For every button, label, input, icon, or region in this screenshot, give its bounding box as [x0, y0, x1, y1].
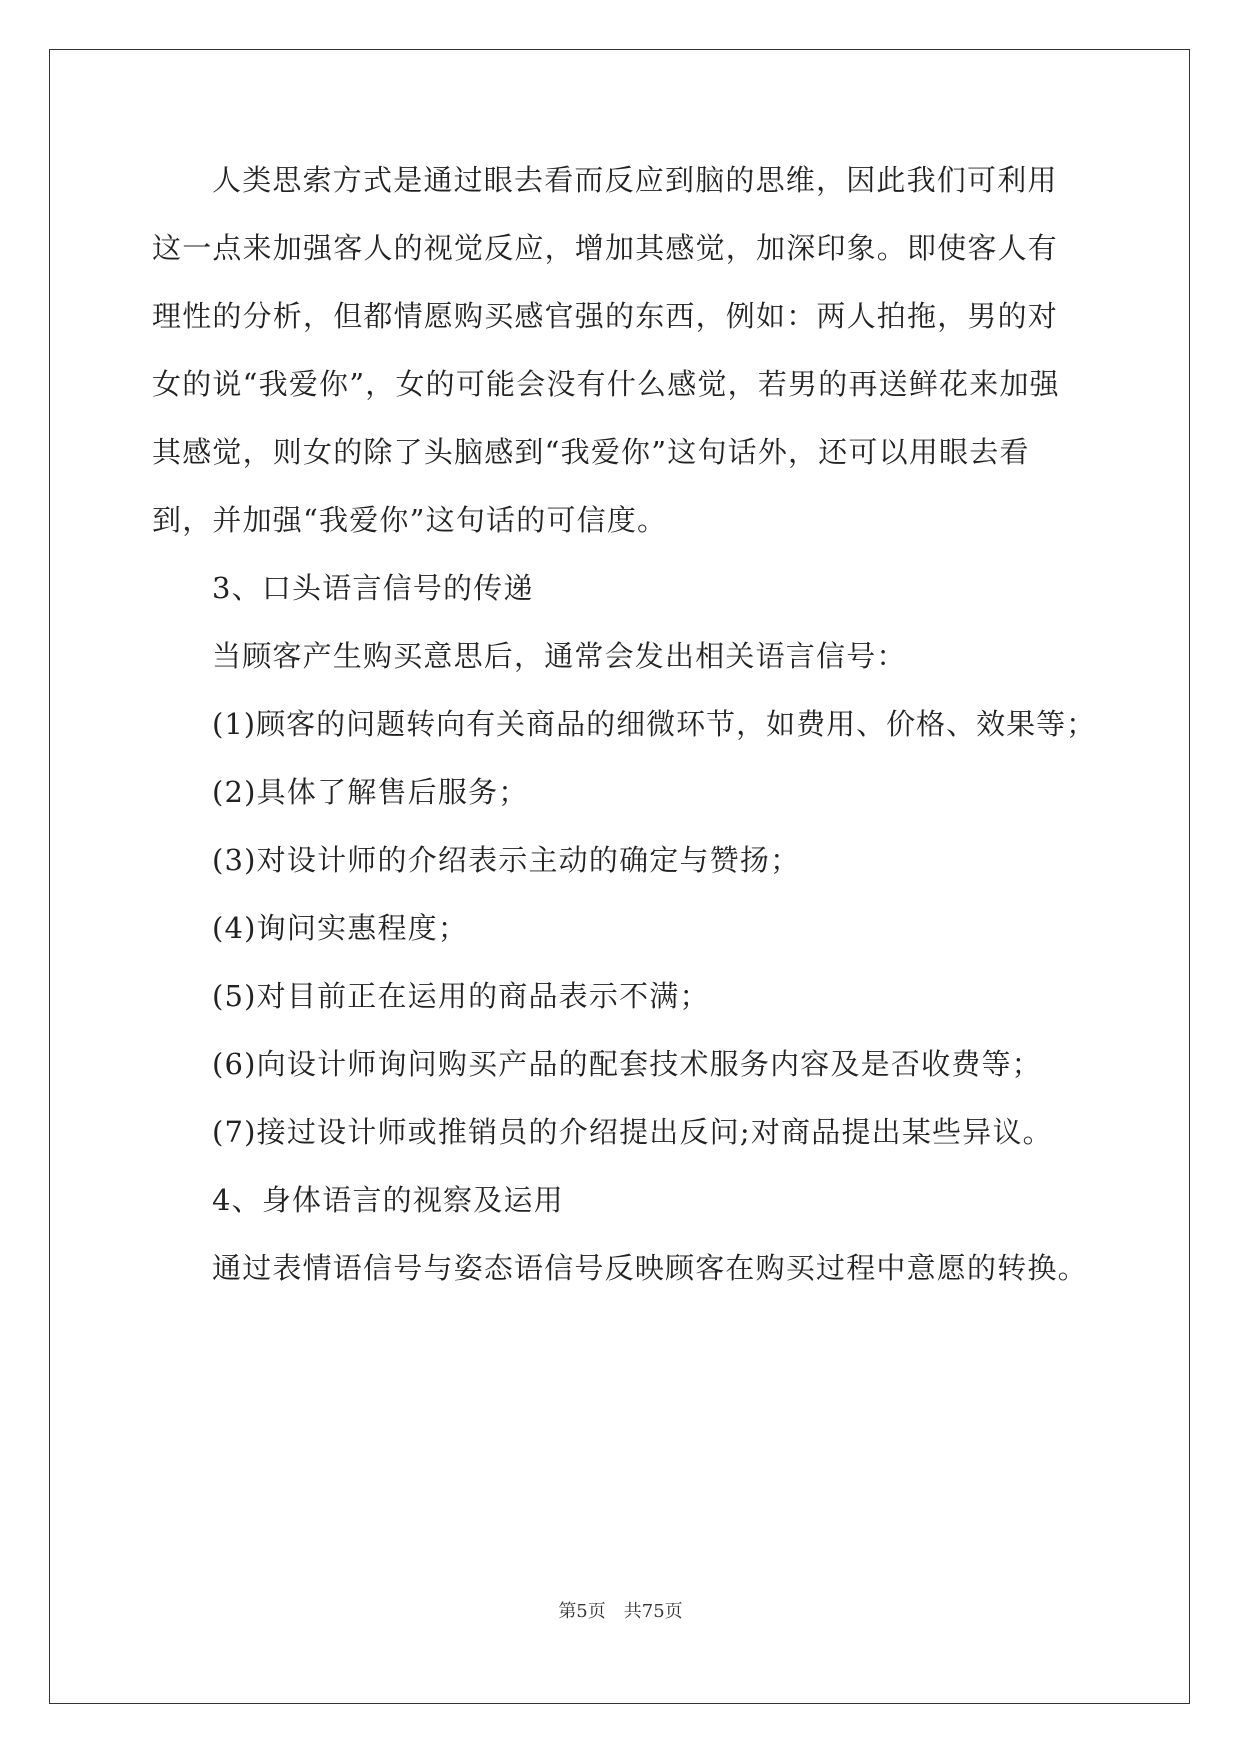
section-heading: 3、口头语言信号的传递 [212, 571, 534, 605]
page-footer: 第5页 共75页 [558, 1601, 683, 1622]
paragraph-line: 到，并加强“我爱你”这句话的可信度。 [152, 503, 668, 537]
list-item: (5)对目前正在运用的商品表示不满； [212, 979, 710, 1013]
list-item: (7)接过设计师或推销员的介绍提出反问;对商品提出某些异议。 [212, 1115, 1053, 1149]
paragraph-line: 理性的分析，但都情愿购买感官强的东西，例如：两人拍拖，男的对 [152, 299, 1059, 333]
paragraph-line: 女的说“我爱你”，女的可能会没有什么感觉，若男的再送鲜花来加强 [152, 367, 1060, 401]
section-heading: 4、身体语言的视察及运用 [212, 1183, 564, 1217]
list-item: (3)对设计师的介绍表示主动的确定与赞扬； [212, 843, 801, 877]
paragraph-line: 人类思索方式是通过眼去看而反应到脑的思维，因此我们可利用 [212, 163, 1058, 197]
list-item: (6)向设计师询问购买产品的配套技术服务内容及是否收费等； [212, 1047, 1042, 1081]
list-item: (2)具体了解售后服务； [212, 775, 529, 809]
paragraph-line: 其感觉，则女的除了头脑感到“我爱你”这句话外，还可以用眼去看 [152, 435, 1030, 469]
list-item: (1)顾客的问题转向有关商品的细微环节，如费用、价格、效果等； [212, 707, 1097, 741]
paragraph-line: 当顾客产生购买意思后，通常会发出相关语言信号： [212, 639, 907, 673]
paragraph-line: 这一点来加强客人的视觉反应，增加其感觉，加深印象。即使客人有 [152, 231, 1059, 265]
paragraph-line: 通过表情语信号与姿态语信号反映顾客在购买过程中意愿的转换。 [212, 1251, 1088, 1285]
list-item: (4)询问实惠程度； [212, 911, 469, 945]
